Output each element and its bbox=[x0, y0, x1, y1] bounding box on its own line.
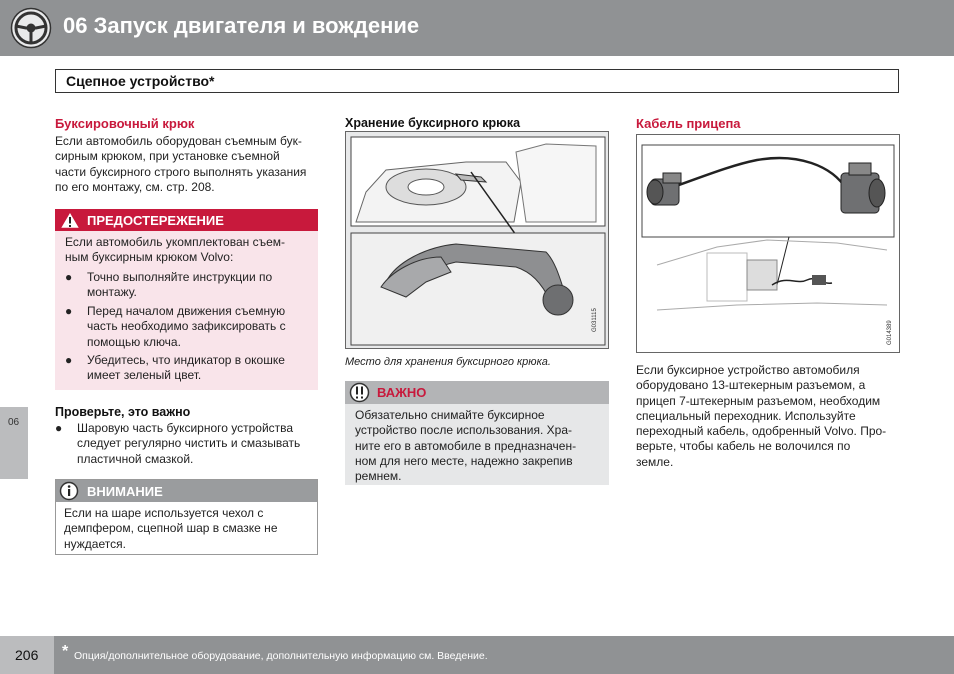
text-line: имеет зеленый цвет. bbox=[87, 368, 202, 383]
trailer-cable-heading: Кабель прицепа bbox=[636, 116, 741, 131]
text-line: оборудовано 13-штекерным разъемом, а bbox=[636, 378, 866, 393]
text-line: верьте, чтобы кабель не волочился по bbox=[636, 439, 851, 454]
important-box bbox=[345, 381, 609, 485]
list-item bbox=[55, 304, 318, 354]
text-line: переходный кабель, одобренный Volvo. Про- bbox=[636, 424, 887, 439]
text-line: следует регулярно чистить и смазывать bbox=[77, 436, 301, 451]
footnote-star: * bbox=[62, 643, 69, 660]
bullet-icon: ● bbox=[65, 270, 73, 284]
footnote-text: Опция/дополнительное оборудование, дополнительную информацию см. Введение. bbox=[74, 650, 488, 662]
page-number-box bbox=[0, 636, 54, 674]
text-line: ном для него месте, надежно закрепив bbox=[355, 453, 573, 468]
note-text bbox=[64, 506, 314, 552]
important-text bbox=[355, 408, 605, 484]
text-line: Если буксирное устройство автомобиля bbox=[636, 363, 860, 377]
text-line: сирным крюком, при установке съемной bbox=[55, 149, 280, 164]
cable-illustration bbox=[637, 135, 900, 353]
warning-title: ПРЕДОСТЕРЕЖЕНИЕ bbox=[87, 213, 224, 228]
chapter-side-tab[interactable] bbox=[0, 407, 28, 479]
figure-caption: Место для хранения буксирного крюка. bbox=[345, 356, 551, 368]
bullet-text bbox=[87, 353, 285, 384]
text-line: нуждается. bbox=[64, 536, 126, 551]
text-line: Обязательно снимайте буксирное bbox=[355, 408, 545, 422]
text-line: по его монтажу, см. стр. 208. bbox=[55, 179, 215, 194]
text-line: Если автомобиль оборудован съемным бук- bbox=[55, 134, 302, 148]
section-title: Сцепное устройство* bbox=[66, 73, 215, 89]
figure-code: G014389 bbox=[887, 320, 893, 345]
text-line: демпфером, сцепной шар в смазке не bbox=[64, 521, 278, 536]
chapter-title: 06 Запуск двигателя и вождение bbox=[63, 13, 420, 38]
trailer-cable-text bbox=[636, 363, 906, 470]
side-tab-label: 06 bbox=[8, 417, 20, 428]
note-title: ВНИМАНИЕ bbox=[87, 484, 163, 499]
page-footer bbox=[0, 636, 954, 674]
bullet-text bbox=[77, 421, 300, 467]
steering-wheel-icon bbox=[10, 7, 52, 49]
bullet-icon: ● bbox=[65, 304, 73, 318]
text-line: Шаровую часть буксирного устройства bbox=[77, 421, 294, 435]
text-line: часть необходимо зафиксировать с bbox=[87, 319, 286, 334]
towbar-storage-figure bbox=[345, 131, 609, 349]
text-line: Если автомобиль укомплектован съем- bbox=[65, 235, 286, 249]
text-line: помощью ключа. bbox=[87, 334, 181, 349]
note-header bbox=[56, 480, 317, 502]
storage-heading: Хранение буксирного крюка bbox=[345, 116, 521, 130]
text-line: части буксирного строго выполнять указания bbox=[55, 164, 307, 179]
warning-intro bbox=[65, 235, 315, 266]
text-line: прицеп 7-штекерным разъемом, необходим bbox=[636, 393, 881, 408]
chapter-header bbox=[0, 0, 954, 56]
important-header bbox=[345, 381, 609, 404]
text-line: монтажу. bbox=[87, 285, 137, 300]
bullet-text bbox=[87, 304, 286, 350]
text-line: Если на шаре используется чехол с bbox=[64, 506, 264, 520]
warning-header bbox=[55, 209, 318, 231]
bullet-text bbox=[87, 270, 272, 301]
warning-box bbox=[55, 209, 318, 390]
text-line: Убедитесь, что индикатор в окошке bbox=[87, 353, 285, 367]
footer-note-bar bbox=[54, 636, 954, 674]
text-line: ремнем. bbox=[355, 469, 402, 484]
warning-triangle-icon bbox=[59, 210, 81, 230]
list-item bbox=[55, 270, 318, 306]
info-icon bbox=[59, 481, 79, 501]
text-line: пластичной смазкой. bbox=[77, 451, 194, 466]
text-line: Перед началом движения съемную bbox=[87, 304, 286, 318]
list-item bbox=[55, 353, 318, 389]
text-line: ным буксирным крюком Volvo: bbox=[65, 250, 234, 265]
text-line: ните его в автомобиле в предназначен- bbox=[355, 438, 577, 453]
check-heading: Проверьте, это важно bbox=[55, 405, 191, 419]
trailer-cable-figure bbox=[636, 134, 900, 353]
list-item bbox=[55, 421, 320, 469]
text-line: Точно выполняйте инструкции по bbox=[87, 270, 273, 284]
important-exclamation-icon bbox=[349, 382, 370, 403]
important-title: ВАЖНО bbox=[377, 385, 427, 400]
bullet-icon: ● bbox=[65, 353, 73, 367]
towbar-intro bbox=[55, 134, 325, 195]
text-line: устройство после использования. Хра- bbox=[355, 423, 573, 438]
figure-code: G031115 bbox=[592, 308, 598, 332]
page-number: 206 bbox=[15, 647, 39, 663]
towbar-heading: Буксировочный крюк bbox=[55, 116, 195, 131]
note-box bbox=[55, 479, 318, 555]
text-line: земле. bbox=[636, 454, 674, 469]
trunk-illustration bbox=[346, 132, 609, 349]
text-line: специальный переходник. Используйте bbox=[636, 408, 856, 423]
bullet-icon: ● bbox=[55, 421, 63, 435]
section-title-bar bbox=[55, 69, 899, 93]
